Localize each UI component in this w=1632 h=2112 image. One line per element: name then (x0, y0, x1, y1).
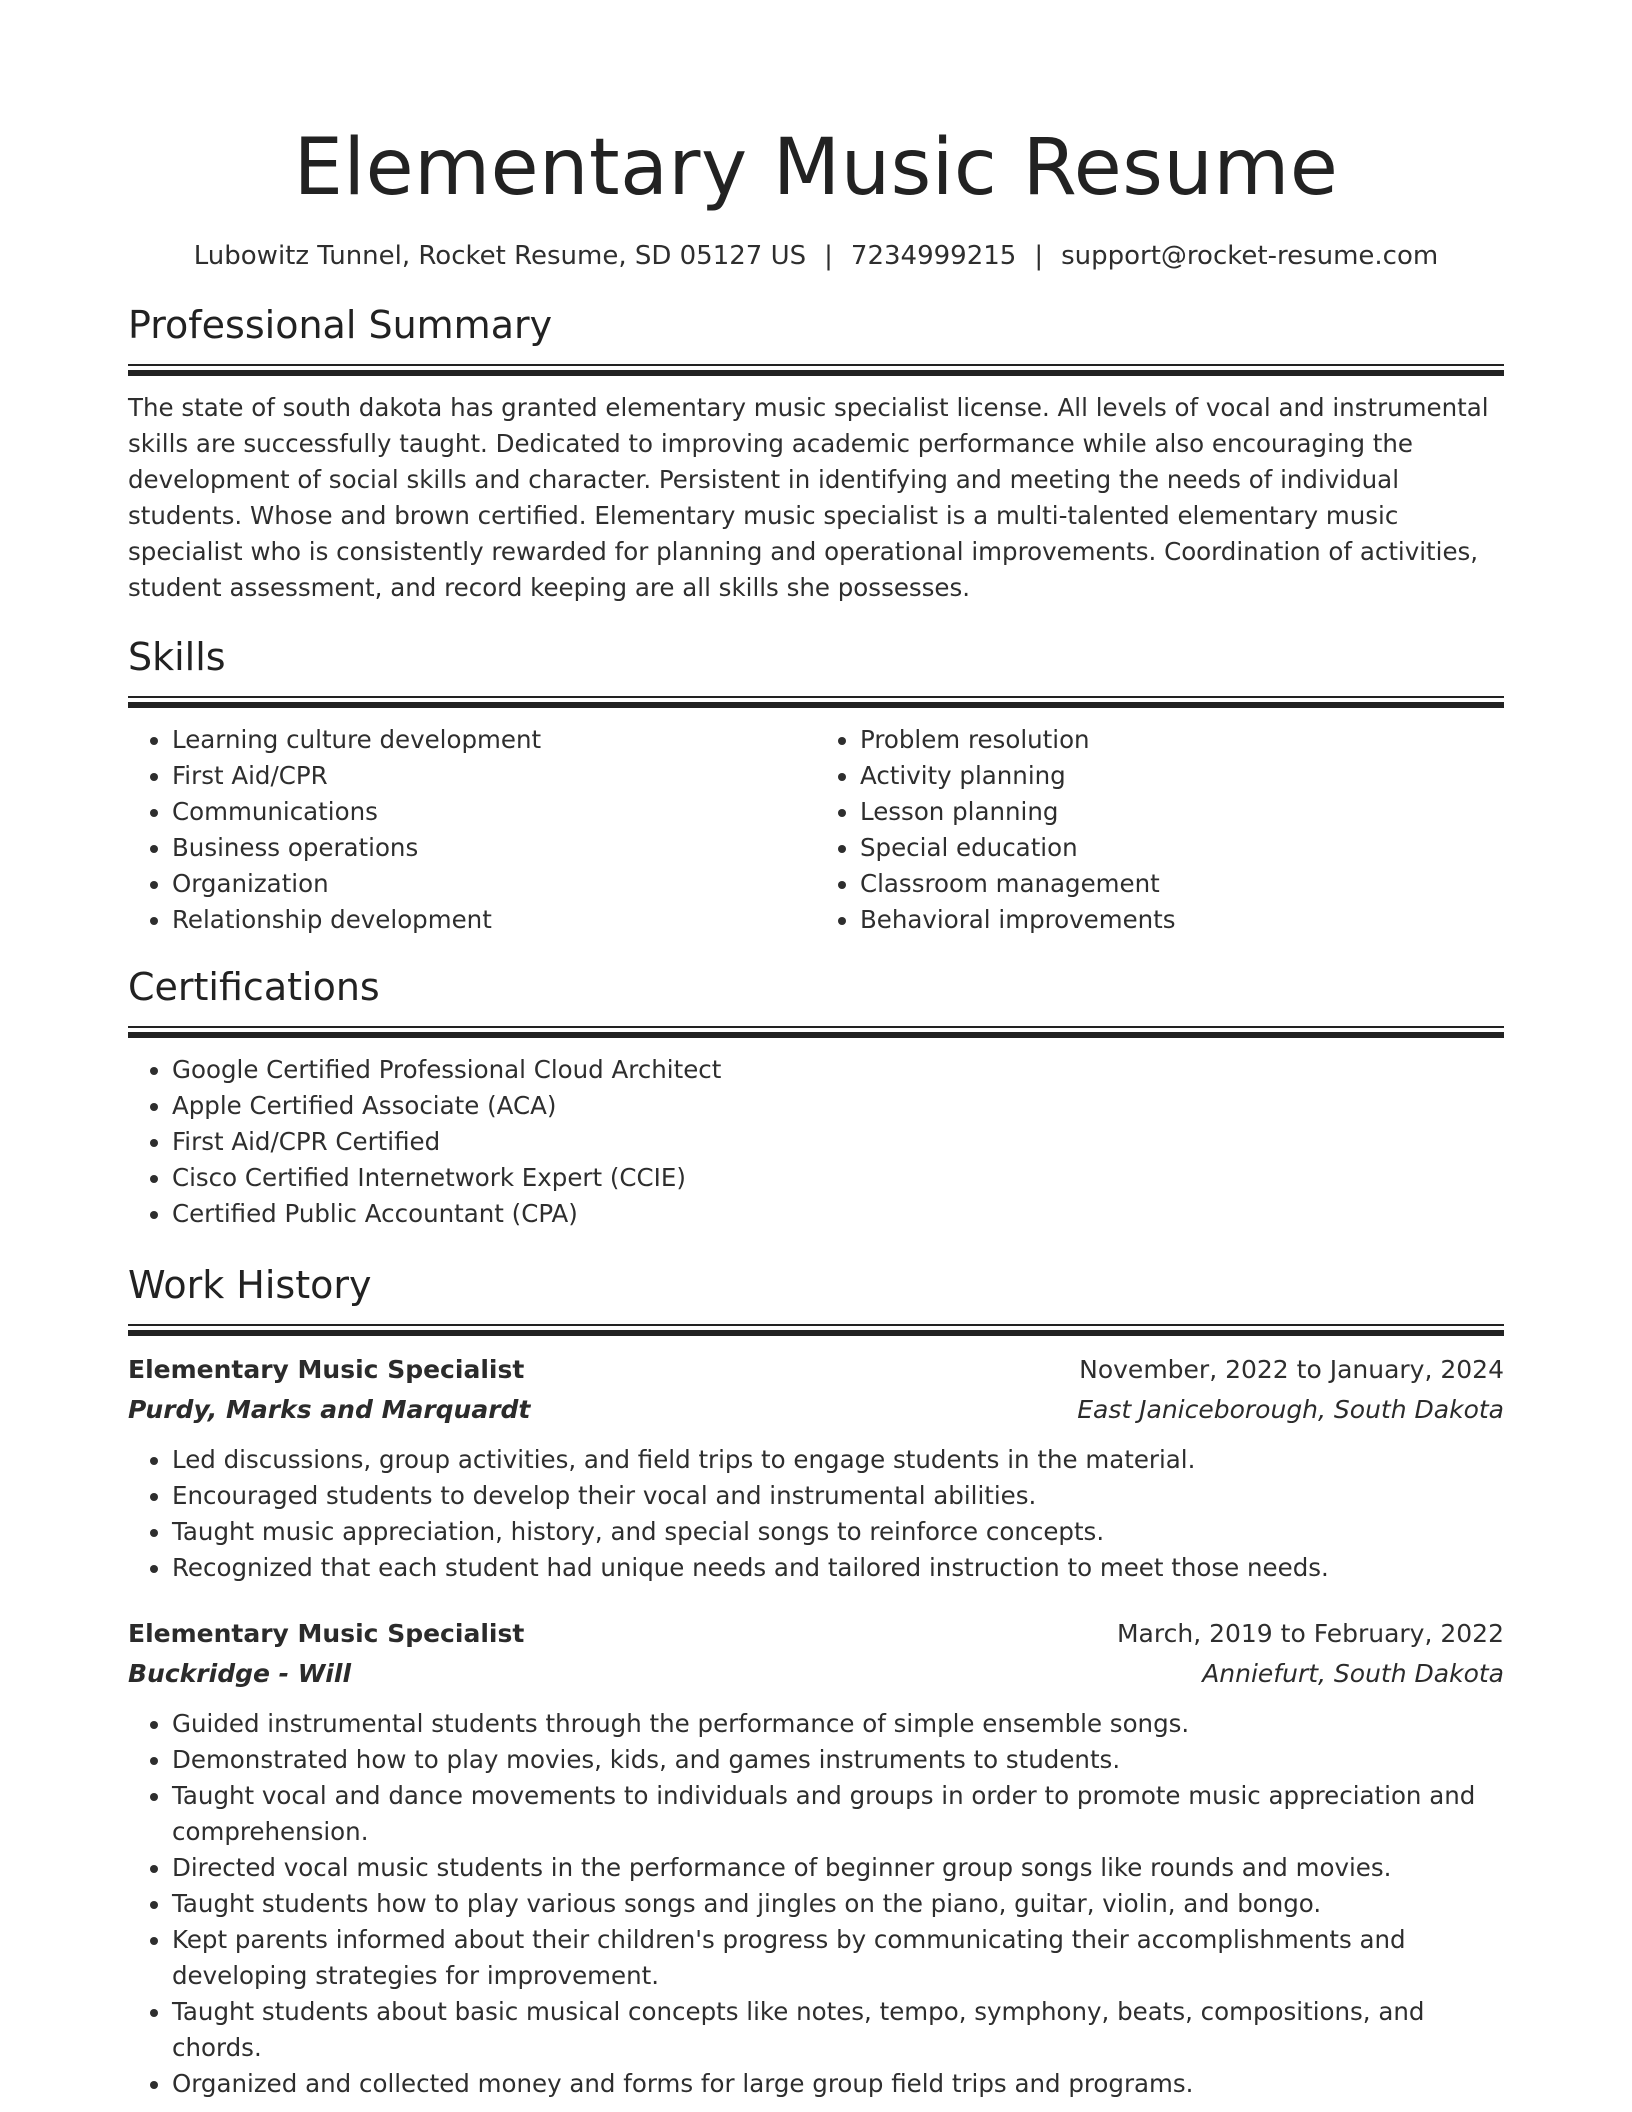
section-heading-skills: Skills (128, 635, 226, 679)
skills-section (128, 632, 1504, 938)
job-entry (128, 1350, 1504, 1586)
section-divider (128, 1026, 1504, 1038)
job-company: Buckridge - Will (128, 1659, 352, 1688)
section-divider (128, 1324, 1504, 1336)
job-subheader-row (128, 1390, 1504, 1430)
job-duty: • Taught students how to play various songs and jingles on the piano, guitar, violin, and bongo. (172, 1886, 1504, 1922)
skill-item: • Special education (860, 830, 1504, 866)
skill-item: • Organization (172, 866, 816, 902)
summary-text: The state of south dakota has granted elementary music specialist license. All levels of vocal and instrumental skills are successfully taught. Dedicated to improving academic performance while also encouraging the development of social skills and character. Persistent in identifying and meeting the needs of individual students. Whose and brown certified. Elementary music specialist is a multi-talented elementary music specialist who is consistently rewarded for planning and operational improvements. Coordination of activities, student assessment, and record keeping are all skills she possesses. (128, 393, 1489, 602)
job-duty: • Taught students about basic musical concepts like notes, tempo, symphony, beats, compositions, and chords. (172, 1994, 1504, 2066)
section-heading-certifications: Certifications (128, 965, 380, 1009)
contact-separator: | (824, 241, 833, 271)
certification-item: • First Aid/CPR Certified (172, 1124, 1504, 1160)
section-divider (128, 364, 1504, 376)
certification-item: • Apple Certified Associate (ACA) (172, 1088, 1504, 1124)
job-duty: • Taught music appreciation, history, and special songs to reinforce concepts. (172, 1514, 1504, 1550)
skill-item: • Activity planning (860, 758, 1504, 794)
job-location: Anniefurt, South Dakota (1202, 1659, 1504, 1688)
job-title: Elementary Music Specialist (128, 1619, 525, 1648)
job-duty: • Taught vocal and dance movements to individuals and groups in order to promote music appreciation and comprehension. (172, 1778, 1504, 1850)
certifications-list (128, 1052, 1504, 1232)
contact-phone: 7234999215 (850, 241, 1017, 271)
skill-item: • Communications (172, 794, 816, 830)
certification-item: • Google Certified Professional Cloud Architect (172, 1052, 1504, 1088)
job-company: Purdy, Marks and Marquardt (128, 1395, 531, 1424)
job-duties-list (128, 1706, 1504, 2102)
skills-list-right (816, 722, 1504, 938)
skill-item: • Behavioral improvements (860, 902, 1504, 938)
job-duty: • Organized and collected money and forms for large group field trips and programs. (172, 2066, 1504, 2102)
section-heading-work-history: Work History (128, 1263, 372, 1307)
job-location: East Janiceborough, South Dakota (1077, 1395, 1504, 1424)
skill-item: • Classroom management (860, 866, 1504, 902)
certifications-section (128, 962, 1504, 1232)
job-duty: • Kept parents informed about their children's progress by communicating their accomplishments and developing strategies for improvement. (172, 1922, 1504, 1994)
job-subheader-row (128, 1654, 1504, 1694)
section-heading-summary: Professional Summary (128, 303, 553, 347)
section-divider (128, 696, 1504, 708)
skill-item: • Business operations (172, 830, 816, 866)
skills-list-left (128, 722, 816, 938)
job-duty: • Led discussions, group activities, and field trips to engage students in the material. (172, 1442, 1504, 1478)
contact-email: support@rocket-resume.com (1061, 241, 1439, 271)
contact-line (128, 238, 1504, 274)
skills-columns (128, 722, 1504, 938)
job-duty: • Demonstrated how to play movies, kids, and games instruments to students. (172, 1742, 1504, 1778)
skill-item: • First Aid/CPR (172, 758, 816, 794)
job-dates: March, 2019 to February, 2022 (1116, 1619, 1504, 1648)
resume-title: Elementary Music Resume (293, 123, 1339, 213)
job-duties-list (128, 1442, 1504, 1586)
skill-item: • Relationship development (172, 902, 816, 938)
skill-item: • Learning culture development (172, 722, 816, 758)
job-dates: November, 2022 to January, 2024 (1079, 1355, 1504, 1384)
skill-item: • Lesson planning (860, 794, 1504, 830)
work-history-section (128, 1260, 1504, 2102)
skill-item: • Problem resolution (860, 722, 1504, 758)
job-entry (128, 1614, 1504, 2102)
contact-address: Lubowitz Tunnel, Rocket Resume, SD 05127 US (193, 241, 807, 271)
job-header-row (128, 1614, 1504, 1654)
job-duty: • Guided instrumental students through the performance of simple ensemble songs. (172, 1706, 1504, 1742)
job-duty: • Encouraged students to develop their vocal and instrumental abilities. (172, 1478, 1504, 1514)
certification-item: • Cisco Certified Internetwork Expert (CCIE) (172, 1160, 1504, 1196)
summary-section (128, 300, 1504, 606)
job-title: Elementary Music Specialist (128, 1355, 525, 1384)
job-duty: • Recognized that each student had unique needs and tailored instruction to meet those needs. (172, 1550, 1504, 1586)
contact-separator: | (1034, 241, 1044, 271)
certification-item: • Certified Public Accountant (CPA) (172, 1196, 1504, 1232)
job-header-row (128, 1350, 1504, 1390)
job-duty: • Directed vocal music students in the performance of beginner group songs like rounds and movies. (172, 1850, 1504, 1886)
